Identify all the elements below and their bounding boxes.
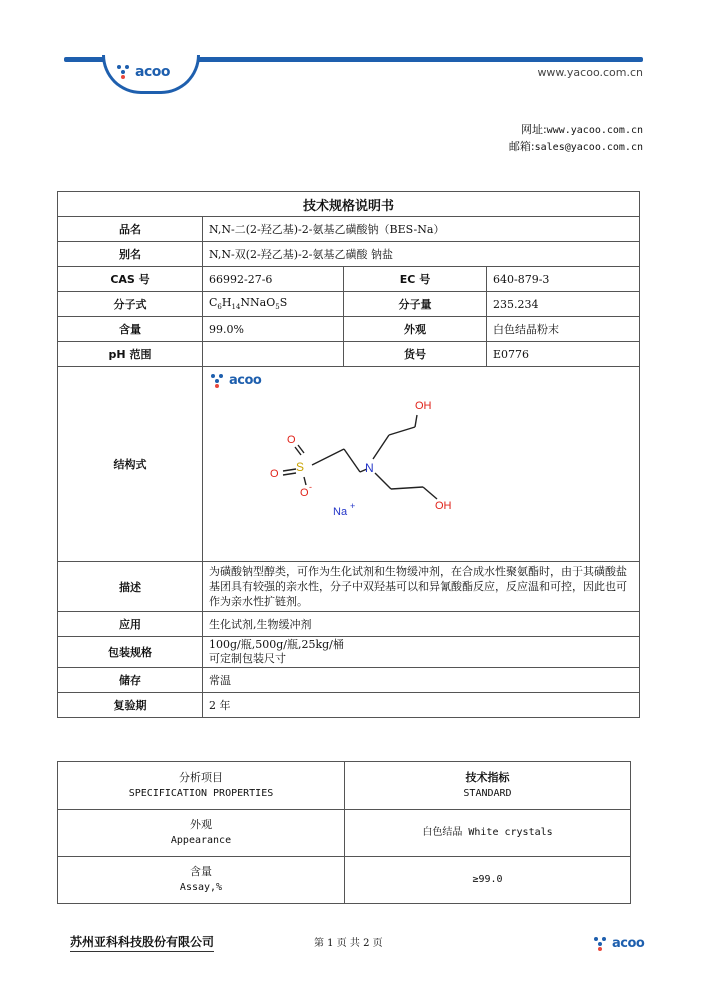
bond-s-o-minus — [304, 477, 306, 485]
analysis-header-standard-cn: 技术指标 — [465, 770, 510, 784]
bond-c5-c6 — [391, 487, 423, 489]
footer-logo-text: acoo — [612, 936, 645, 951]
table-row — [58, 810, 631, 857]
pack-line-2: 可定制包装尺寸 — [209, 652, 286, 665]
analysis-standard: 白色结晶 White crystals — [345, 810, 631, 857]
ph-value — [203, 342, 344, 367]
mw-value: 235.234 — [487, 292, 640, 317]
atom-o-left: O — [270, 468, 279, 480]
bond-c1-c2 — [344, 449, 360, 472]
name-label: 品名 — [58, 217, 203, 242]
atom-o-minus: O — [300, 487, 309, 499]
analysis-header-item — [58, 762, 345, 810]
mw-label: 分子量 — [344, 292, 487, 317]
charge-plus: + — [350, 501, 356, 511]
atom-o-top: O — [287, 434, 296, 446]
alias-label: 别名 — [58, 242, 203, 267]
structure-label: 结构式 — [58, 367, 203, 562]
appearance-value: 白色结晶粉末 — [487, 317, 640, 342]
email-link[interactable]: sales@yacoo.com.cn — [534, 142, 643, 153]
storage-value: 常温 — [203, 668, 640, 693]
footer-company: 苏州亚科科技股份有限公司 — [70, 933, 214, 952]
pack-label: 包装规格 — [58, 637, 203, 668]
logo-text: acoo — [135, 64, 170, 80]
analysis-item-cn: 含量 — [190, 865, 212, 878]
bond-c4-o — [415, 415, 417, 427]
website-link[interactable]: www.yacoo.com.cn — [546, 125, 643, 136]
content-label: 含量 — [58, 317, 203, 342]
header-logo — [117, 64, 170, 80]
bond-s-o-left-2 — [283, 473, 296, 475]
atom-na: Na — [333, 506, 348, 518]
use-value: 生化试剂,生物缓冲剂 — [203, 612, 640, 637]
name-value: N,N-二(2-羟乙基)-2-氨基乙磺酸钠（BES-Na） — [203, 217, 640, 242]
alias-value: N,N-双(2-羟乙基)-2-氨基乙磺酸 钠盐 — [203, 242, 640, 267]
atom-s: S — [296, 460, 305, 474]
spec-table — [57, 191, 640, 718]
item-no-label: 货号 — [344, 342, 487, 367]
ec-value: 640-879-3 — [487, 267, 640, 292]
bond-n-c3 — [373, 435, 389, 459]
analysis-item-en: Appearance — [170, 835, 232, 846]
desc-label: 描述 — [58, 562, 203, 612]
retest-label: 复验期 — [58, 693, 203, 718]
analysis-item — [58, 810, 345, 857]
atom-n: N — [365, 461, 374, 475]
charge-minus: - — [309, 482, 312, 492]
structure-cell — [203, 367, 640, 562]
structure-logo-text: acoo — [229, 373, 262, 388]
storage-label: 储存 — [58, 668, 203, 693]
use-label: 应用 — [58, 612, 203, 637]
appearance-label: 外观 — [344, 317, 487, 342]
spec-title: 技术规格说明书 — [58, 192, 640, 217]
footer-logo — [594, 936, 644, 951]
analysis-standard: ≥99.0 — [345, 857, 631, 904]
cas-label: CAS 号 — [58, 267, 203, 292]
pack-line-1: 100g/瓶,500g/瓶,25kg/桶 — [209, 638, 344, 651]
bond-c6-o — [423, 487, 437, 499]
atom-oh-bottom: OH — [435, 500, 452, 512]
bond-s-o-left-1 — [283, 469, 296, 471]
footer-page-number: 第 1 页 共 2 页 — [314, 938, 383, 949]
pack-value — [203, 637, 640, 668]
analysis-header-standard — [345, 762, 631, 810]
atom-oh-top: OH — [415, 400, 432, 412]
analysis-header-standard-en: STANDARD — [463, 787, 512, 799]
bond-s-c1 — [312, 449, 344, 465]
formula-value: $C_6H_{14}NNaO_5S$ — [203, 292, 344, 317]
email-label: 邮箱: — [508, 140, 535, 153]
contact-block — [509, 122, 643, 156]
retest-value: 2 年 — [203, 693, 640, 718]
analysis-item-cn: 外观 — [190, 818, 212, 831]
content-value: 99.0% — [203, 317, 344, 342]
item-no-value: E0776 — [487, 342, 640, 367]
analysis-header-item-cn: 分析项目 — [179, 770, 223, 784]
analysis-item-en: Assay,% — [179, 882, 223, 893]
structural-formula — [203, 367, 635, 561]
table-row — [58, 857, 631, 904]
website-label: 网址: — [520, 123, 547, 136]
bond-n-c5 — [375, 473, 391, 489]
ph-label: pH 范围 — [58, 342, 203, 367]
desc-value: 为磺酸钠型醇类，可作为生化试剂和生物缓冲剂，在合成水性聚氨酯时，由于其磺酸盐基团具有较强的亲水性，分子中双羟基可以和异氰酸酯反应，反应温和可控，因此也可作为亲水性扩链剂。 — [203, 562, 640, 612]
logo-dots-icon — [117, 65, 133, 79]
cas-value: 66992-27-6 — [203, 267, 344, 292]
site-url[interactable]: www.yacoo.com.cn — [537, 66, 643, 79]
analysis-item — [58, 857, 345, 904]
ec-label: EC 号 — [344, 267, 487, 292]
analysis-header-item-en: SPECIFICATION PROPERTIES — [128, 787, 274, 799]
formula-label: 分子式 — [58, 292, 203, 317]
footer-logo-dots-icon — [594, 937, 610, 951]
bond-c3-c4 — [389, 427, 415, 435]
analysis-table — [57, 761, 631, 904]
